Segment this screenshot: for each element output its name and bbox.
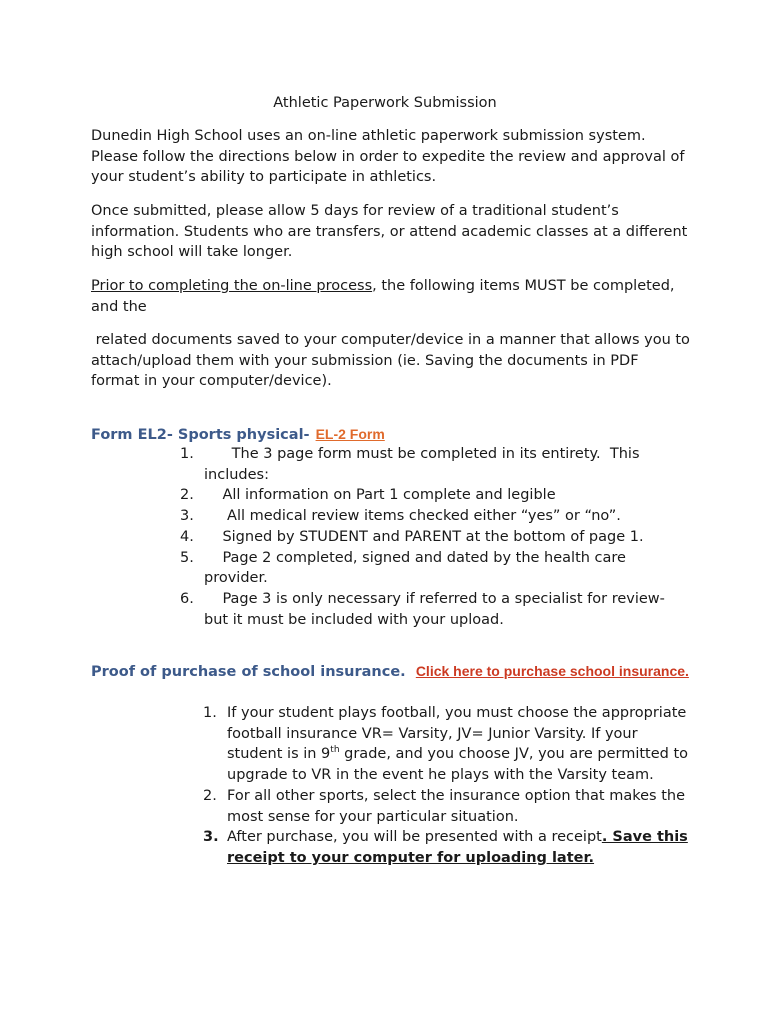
insurance-list	[200, 703, 690, 869]
el2-heading	[91, 424, 691, 445]
intro-paragraph-3	[91, 276, 691, 317]
list-number: 2.	[203, 787, 217, 804]
list-number: 1.	[203, 705, 217, 721]
list-text: If your student plays football, you must choose the appropriate football insurance VR= Varsity, JV= Junior Varsity. If your student is in 9	[227, 705, 687, 763]
list-number: 1.	[180, 446, 194, 462]
el2-requirements-list	[180, 444, 680, 630]
insurance-heading	[91, 661, 691, 683]
list-text: All information on Part 1 complete and legible	[204, 487, 556, 504]
list-number: 5.	[180, 549, 194, 566]
list-text: All medical review items checked either “yes” or “no”.	[204, 508, 621, 525]
prior-process-rest: , the following items MUST be completed, and the	[91, 278, 675, 315]
list-number: 3.	[180, 508, 194, 525]
el2-heading-text: Form EL2- Sports physical-	[91, 427, 310, 443]
list-number: 2.	[180, 487, 194, 504]
list-item	[180, 506, 680, 527]
insurance-heading-text: Proof of purchase of school insurance.	[91, 664, 406, 680]
el2-form-link[interactable]: EL-2 Form	[315, 426, 385, 442]
list-text: For all other sports, select the insurance option that makes the most sense for your particular situation.	[227, 787, 685, 825]
list-item	[180, 548, 680, 589]
superscript-th: th	[330, 745, 340, 756]
intro-paragraph-1: Dunedin High School uses an on-line athletic paperwork submission system. Please follow the directions below in order to expedite the review and approval of your student’s ability to participate in athletics.	[91, 128, 685, 186]
list-item	[200, 703, 690, 786]
save-receipt-instruction: . Save this receipt to your computer for uploading later.	[227, 829, 688, 866]
list-item	[180, 444, 680, 485]
list-text: The 3 page form must be completed in its entirety. This includes:	[204, 446, 645, 483]
list-number: 6.	[180, 590, 194, 607]
list-text-continued: grade, and you choose JV, you are permitted to upgrade to VR in the event he plays with the Varsity team.	[227, 746, 689, 784]
list-text: Page 2 completed, signed and dated by the health care provider.	[204, 549, 631, 587]
list-item	[180, 589, 680, 630]
prior-process-underlined: Prior to completing the on-line process	[91, 278, 373, 294]
intro-paragraph-2: Once submitted, please allow 5 days for review of a traditional student’s information. Students who are transfers, or attend academic classes at a different high school will take longer.	[91, 203, 688, 261]
document-title: Athletic Paperwork Submission	[273, 95, 497, 111]
list-item	[180, 485, 680, 506]
intro-paragraph-4: related documents saved to your computer/device in a manner that allows you to attach/upload them with your submission (ie. Saving the documents in PDF format in your computer/device).	[91, 332, 695, 390]
list-text: Signed by STUDENT and PARENT at the bottom of page 1.	[204, 528, 644, 545]
list-number: 3.	[203, 829, 219, 846]
list-item	[180, 527, 680, 548]
list-item	[200, 827, 690, 868]
list-number: 4.	[180, 528, 194, 545]
list-text: Page 3 is only necessary if referred to a specialist for review- but it must be included with your upload.	[204, 590, 670, 628]
list-item	[200, 786, 690, 827]
list-text: After purchase, you will be presented with a receipt	[227, 829, 602, 846]
purchase-insurance-link[interactable]: Click here to purchase school insurance.	[415, 663, 689, 679]
